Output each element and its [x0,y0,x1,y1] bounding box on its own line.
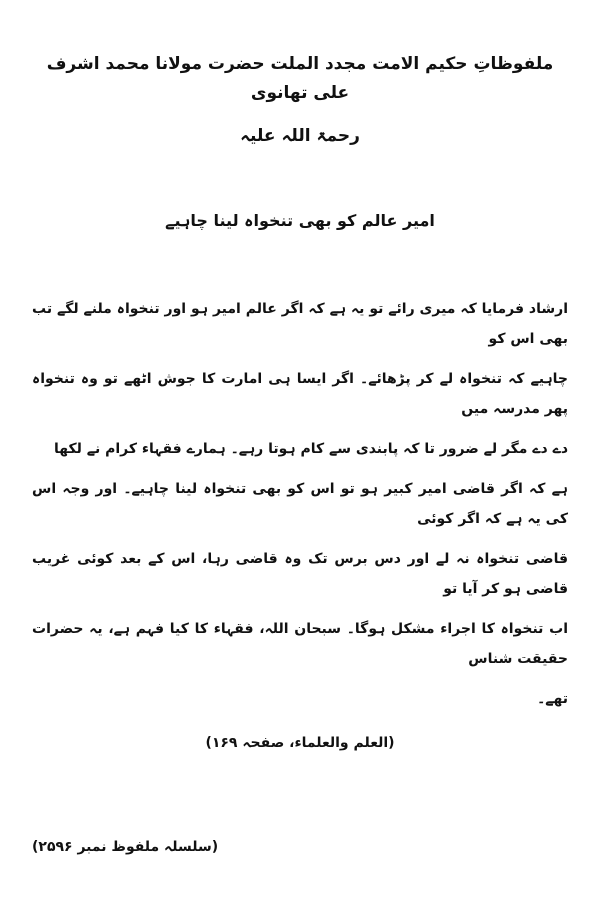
body-line: قاضی تنخواہ نہ لے اور دس برس تک وہ قاضی رہا، اس کے بعد کوئی غریب قاضی ہو کر آیا تو [32,550,568,597]
body-line: چاہیے کہ تنخواہ لے کر پڑھائے۔ اگر ایسا ہی امارت کا جوش اٹھے تو وہ تنخواہ پھر مدرسہ میں [32,370,568,417]
series-number-text: (سلسلہ ملفوظ نمبر ۲۵۹۶) [32,838,219,855]
body-line: ہے کہ اگر قاضی امیر کبیر ہو تو اس کو بھی تنخواہ لینا چاہیے۔ اور وجہ اس کی یہ ہے کہ اگر کوئی [32,480,568,527]
citation: (العلم والعلماء، صفحہ ۱۶۹) [205,734,395,751]
article-heading: امیر عالم کو بھی تنخواہ لینا چاہیے [165,210,435,230]
body-line: تھے۔ [537,690,568,707]
body-line: ارشاد فرمایا کہ میری رائے تو یہ ہے کہ اگر عالم امیر ہو اور تنخواہ ملنے لگے تب بھی اس کو [32,300,568,347]
document-subtitle: رحمۃ اللہ علیہ [240,125,360,146]
article-body [32,294,568,714]
body-line: دے دے مگر لے ضرور تا کہ پابندی سے کام ہوتا رہے۔ ہمارے فقہاء کرام نے لکھا [53,440,568,457]
body-line: اب تنخواہ کا اجراء مشکل ہوگا۔ سبحان اللہ، فقہاء کا کیا فہم ہے، یہ حضرات حقیقت شناس [32,620,568,667]
document-title: ملفوظاتِ حکیم الامت مجدد الملت حضرت مولانا محمد اشرف علی تھانوی [46,54,554,103]
